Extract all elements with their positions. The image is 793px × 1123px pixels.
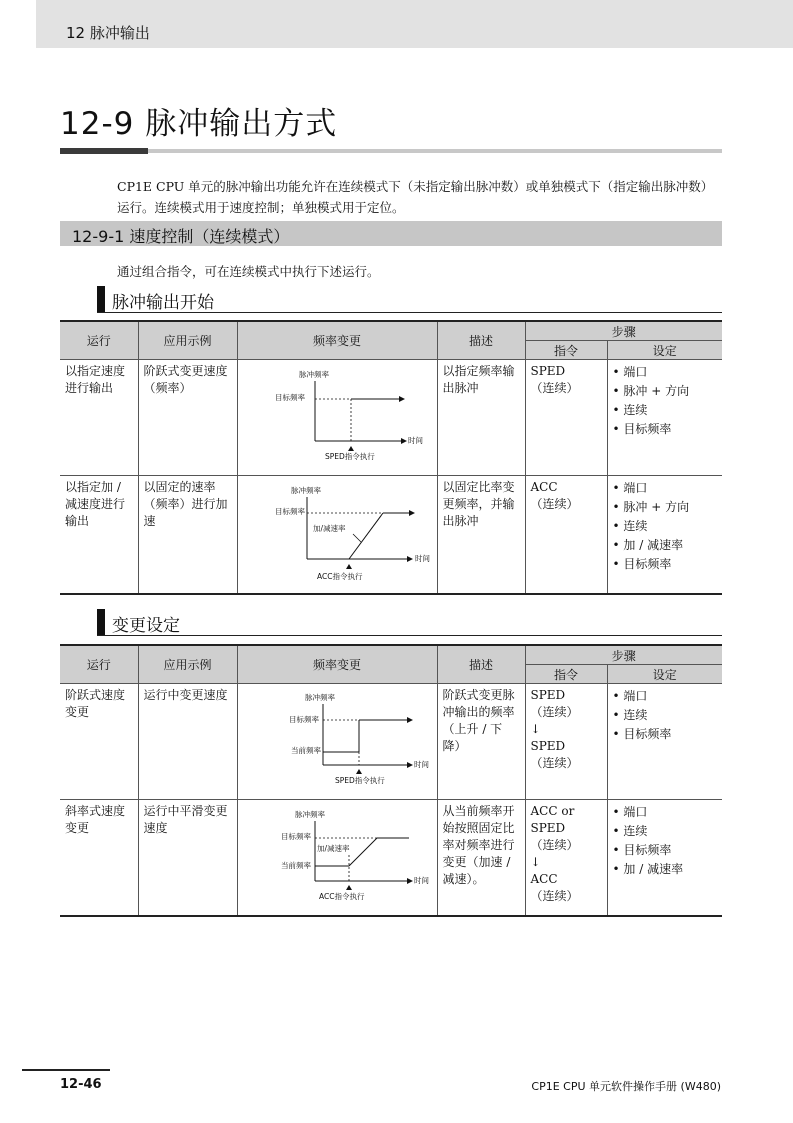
instr-line: SPED <box>530 688 566 702</box>
manual-title: CP1E CPU 单元软件操作手册 (W480) <box>531 1080 721 1093</box>
setting-item: • 加 / 减速率 <box>613 536 718 555</box>
col-steps: 步骤 <box>525 645 722 665</box>
diagram-current-label: 当前频率 <box>290 746 321 755</box>
footer-rule <box>22 1069 110 1071</box>
page-number: 12-46 <box>60 1077 102 1092</box>
section-title: 12-9 脉冲输出方式 <box>60 106 338 142</box>
instr-line: ↓ <box>530 722 541 736</box>
diagram-y-label: 脉冲频率 <box>298 370 329 379</box>
table-row <box>60 476 722 595</box>
cell-settings <box>607 800 722 917</box>
setting-item: • 端口 <box>613 687 718 706</box>
cell-instr <box>525 800 607 917</box>
cell-instr <box>525 684 607 800</box>
setting-item: • 端口 <box>613 479 718 498</box>
cell-instr <box>525 360 607 476</box>
cell-desc: 以指定频率输出脉冲 <box>437 360 525 476</box>
setting-item: • 脉冲 + 方向 <box>613 498 718 517</box>
setting-item: • 连续 <box>613 706 718 725</box>
setting-item: • 连续 <box>613 822 718 841</box>
diagram-y-label: 脉冲频率 <box>290 486 321 495</box>
cell-desc: 从当前频率开始按照固定比率对频率进行变更（加速 / 减速）。 <box>437 800 525 917</box>
intro-paragraph: CP1E CPU 单元的脉冲输出功能允许在连续模式下（未指定输出脉冲数）或单独模式下（指定输出脉冲数）运行。连续模式用于速度控制；单独模式用于定位。 <box>117 179 714 215</box>
col-setting: 设定 <box>607 665 722 684</box>
cell-diagram <box>237 360 437 476</box>
instr-line: （连续） <box>530 705 579 719</box>
instr-line: SPED <box>530 739 566 753</box>
diagram-y-label: 脉冲频率 <box>294 810 325 819</box>
title-rule <box>60 148 148 154</box>
table-row <box>60 800 722 917</box>
block-title: 脉冲输出开始 <box>112 293 214 313</box>
setting-item: • 连续 <box>613 401 718 420</box>
subsection-intro: 通过组合指令，可在连续模式中执行下述运行。 <box>117 264 380 279</box>
col-desc: 描述 <box>437 645 525 684</box>
diagram-current-label: 当前频率 <box>280 861 311 870</box>
diagram-time-label: 时间 <box>413 876 429 885</box>
col-example: 应用示例 <box>138 321 237 360</box>
heading-bar <box>97 286 105 312</box>
setting-item: • 加 / 减速率 <box>613 860 718 879</box>
diagram-rate-label: 加/减速率 <box>312 524 346 533</box>
setting-item: • 端口 <box>613 363 718 382</box>
col-instr: 指令 <box>525 665 607 684</box>
table-row <box>60 684 722 800</box>
instr-line: （连续） <box>530 889 579 903</box>
instr-line: SPED <box>530 364 566 378</box>
setting-item: • 端口 <box>613 803 718 822</box>
cell-desc: 以固定比率变更频率，并输出脉冲 <box>437 476 525 595</box>
cell-example: 运行中平滑变更速度 <box>138 800 237 917</box>
cell-op: 斜率式速度变更 <box>60 800 138 917</box>
diagram-trigger-label: SPED指令执行 <box>324 452 375 461</box>
diagram-target-label: 目标频率 <box>280 832 311 841</box>
freq-diagram-step-change <box>243 687 443 791</box>
table-change-setting <box>60 644 722 917</box>
setting-item: • 目标频率 <box>613 555 718 574</box>
setting-item: • 目标频率 <box>613 420 718 439</box>
setting-item: • 目标频率 <box>613 725 718 744</box>
instr-line: ↓ <box>530 855 541 869</box>
instr-line: （连续） <box>530 497 579 511</box>
instr-line: ACC <box>530 872 558 886</box>
diagram-trigger-label: ACC指令执行 <box>318 892 364 901</box>
chapter-header: 12 脉冲输出 <box>66 24 150 42</box>
cell-desc: 阶跃式变更脉冲输出的频率（上升 / 下降） <box>437 684 525 800</box>
col-setting: 设定 <box>607 341 722 360</box>
instr-line: （连续） <box>530 381 579 395</box>
cell-settings <box>607 476 722 595</box>
col-op: 运行 <box>60 321 138 360</box>
table-pulse-start <box>60 320 722 595</box>
cell-op: 阶跃式速度变更 <box>60 684 138 800</box>
instr-line: （连续） <box>530 838 579 852</box>
diagram-trigger-label: ACC指令执行 <box>316 572 362 581</box>
diagram-time-label: 时间 <box>407 436 423 445</box>
setting-item: • 目标频率 <box>613 841 718 860</box>
block-title: 变更设定 <box>112 616 180 636</box>
block-heading-change-setting <box>97 609 722 636</box>
col-freq: 频率变更 <box>237 645 437 684</box>
cell-op: 以指定速度进行输出 <box>60 360 138 476</box>
cell-example: 运行中变更速度 <box>138 684 237 800</box>
cell-example: 阶跃式变更速度（频率） <box>138 360 237 476</box>
diagram-target-label: 目标频率 <box>274 393 305 402</box>
freq-diagram-ramp-change <box>243 803 443 907</box>
diagram-time-label: 时间 <box>414 554 430 563</box>
setting-item: • 连续 <box>613 517 718 536</box>
diagram-trigger-label: SPED指令执行 <box>334 776 385 785</box>
cell-diagram <box>237 684 437 800</box>
diagram-y-label: 脉冲频率 <box>304 693 335 702</box>
instr-line: ACC or SPED <box>530 804 575 835</box>
title-rule-light <box>148 149 722 153</box>
diagram-target-label: 目标频率 <box>274 507 305 516</box>
instr-line: （连续） <box>530 756 579 770</box>
cell-settings <box>607 360 722 476</box>
heading-bar <box>97 609 105 635</box>
col-desc: 描述 <box>437 321 525 360</box>
subsection-title: 12-9-1 速度控制（连续模式） <box>72 227 290 246</box>
instr-line: ACC <box>530 480 558 494</box>
col-freq: 频率变更 <box>237 321 437 360</box>
cell-diagram <box>237 476 437 595</box>
block-heading-pulse-start <box>97 286 722 313</box>
diagram-time-label: 时间 <box>413 760 429 769</box>
col-instr: 指令 <box>525 341 607 360</box>
cell-settings <box>607 684 722 800</box>
diagram-target-label: 目标频率 <box>288 715 319 724</box>
col-example: 应用示例 <box>138 645 237 684</box>
col-op: 运行 <box>60 645 138 684</box>
freq-diagram-sped <box>243 363 443 467</box>
setting-item: • 脉冲 + 方向 <box>613 382 718 401</box>
cell-diagram <box>237 800 437 917</box>
col-steps: 步骤 <box>525 321 722 341</box>
diagram-rate-label: 加/减速率 <box>316 844 350 853</box>
freq-diagram-acc <box>243 479 443 585</box>
cell-example: 以固定的速率（频率）进行加速 <box>138 476 237 595</box>
table-row <box>60 360 722 476</box>
cell-op: 以指定加 / 减速度进行输出 <box>60 476 138 595</box>
cell-instr <box>525 476 607 595</box>
